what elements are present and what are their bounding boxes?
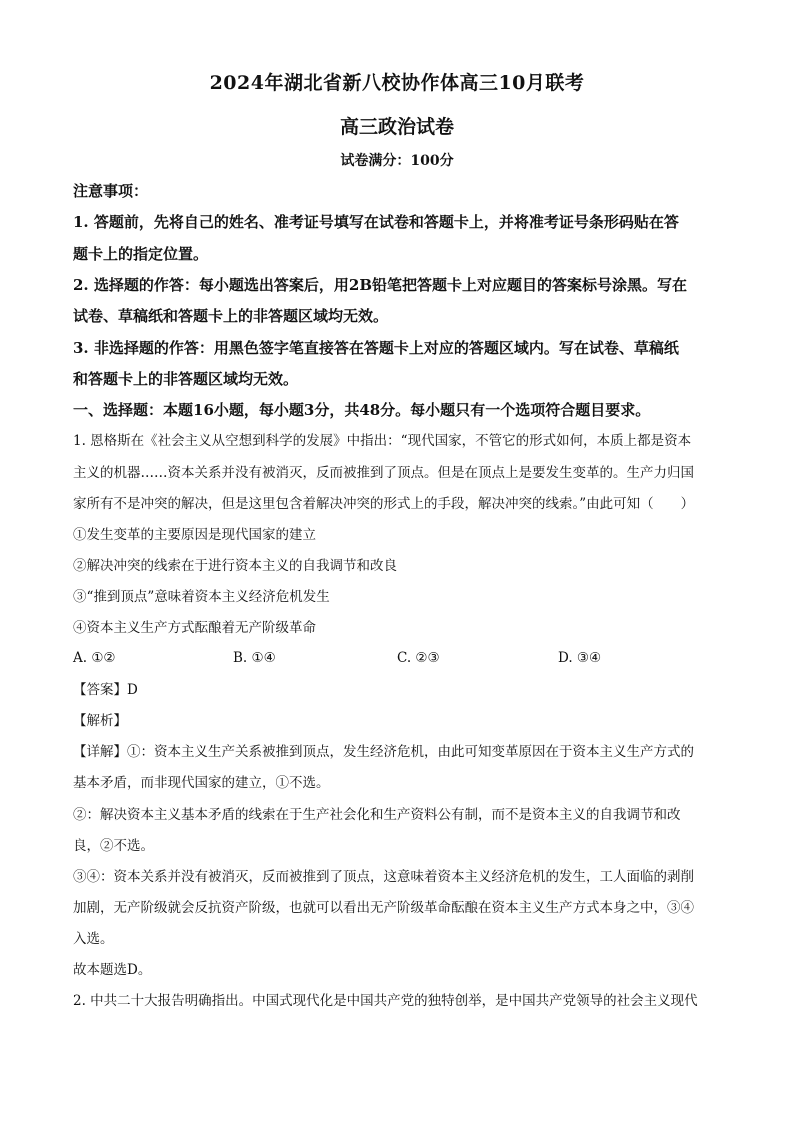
- notice-line: 试卷、草稿纸和答题卡上的非答题区域均无效。: [73, 307, 389, 325]
- detail-line: 入选。: [73, 931, 114, 947]
- option-d: D. ③④: [558, 650, 602, 666]
- notice-heading: 注意事项：: [73, 182, 149, 200]
- notice-line: 1. 答题前，先将自己的姓名、准考证号填写在试卷和答题卡上，并将准考证号条形码贴在答: [73, 213, 679, 231]
- detail-line: 基本矛盾，而非现代国家的建立，①不选。: [73, 775, 330, 791]
- question-stem-line: 1. 恩格斯在《社会主义从空想到科学的发展》中指出：“现代国家，不管它的形式如何，本质上都是资本: [73, 433, 692, 449]
- question-stem-line: 2. 中共二十大报告明确指出。中国式现代化是中国共产党的独特创举，是中国共产党领导的社会主义现代: [73, 993, 698, 1009]
- question-item: ②解决冲突的线索在于进行资本主义的自我调节和改良: [73, 558, 397, 574]
- detail-line: ②：解决资本主义基本矛盾的线索在于生产社会化和生产资料公有制，而不是资本主义的自我调节和改: [73, 807, 681, 823]
- question-item: ①发生变革的主要原因是现代国家的建立: [73, 527, 316, 543]
- detail-line: 良，②不选。: [73, 838, 154, 854]
- exam-total-score: 试卷满分：100分: [340, 153, 454, 169]
- notice-line: 2. 选择题的作答：每小题选出答案后，用2B铅笔把答题卡上对应题目的答案标号涂黑。写在: [73, 276, 688, 294]
- question-stem-line: 主义的机器……资本关系并没有被消灭，反而被推到了顶点。但是在顶点上是要发生变革的。生产力归国: [73, 465, 694, 481]
- option-c: C. ②③: [397, 650, 440, 666]
- option-b: B. ①④: [233, 650, 276, 666]
- notice-line: 和答题卡上的非答题区域均无效。: [73, 370, 299, 388]
- detail-line: 【详解】①：资本主义生产关系被推到顶点，发生经济危机，由此可知变革原因在于资本主义生产方式的: [73, 744, 694, 760]
- exam-subject-title: 高三政治试卷: [339, 116, 454, 138]
- question-item: ③“推到顶点”意味着资本主义经济危机发生: [73, 589, 330, 605]
- detail-line: 故本题选D。: [73, 962, 152, 978]
- detail-line: 加剧，无产阶级就会反抗资产阶级，也就可以看出无产阶级革命酝酿在资本主义生产方式本身之中，③④: [73, 900, 694, 916]
- notice-line: 3. 非选择题的作答：用黑色签字笔直接答在答题卡上对应的答题区域内。写在试卷、草稿纸: [73, 339, 679, 357]
- analysis-label: 【解析】: [73, 713, 127, 729]
- option-a: A. ①②: [73, 650, 116, 666]
- exam-title: 2024年湖北省新八校协作体高三10月联考: [209, 72, 585, 94]
- question-stem-line: 家所有不是冲突的解决，但是这里包含着解决冲突的形式上的手段，解决冲突的线索。”由此可知（ ）: [73, 496, 695, 512]
- section-heading: 一、选择题：本题16小题，每小题3分，共48分。每小题只有一个选项符合题目要求。: [73, 401, 651, 419]
- notice-line: 题卡上的指定位置。: [73, 245, 209, 263]
- detail-line: ③④：资本关系并没有被消灭，反而被推到了顶点，这意味着资本主义经济危机的发生，工人面临的剥削: [73, 869, 694, 885]
- question-item: ④资本主义生产方式酝酿着无产阶级革命: [73, 620, 316, 636]
- answer-line: 【答案】D: [73, 682, 138, 698]
